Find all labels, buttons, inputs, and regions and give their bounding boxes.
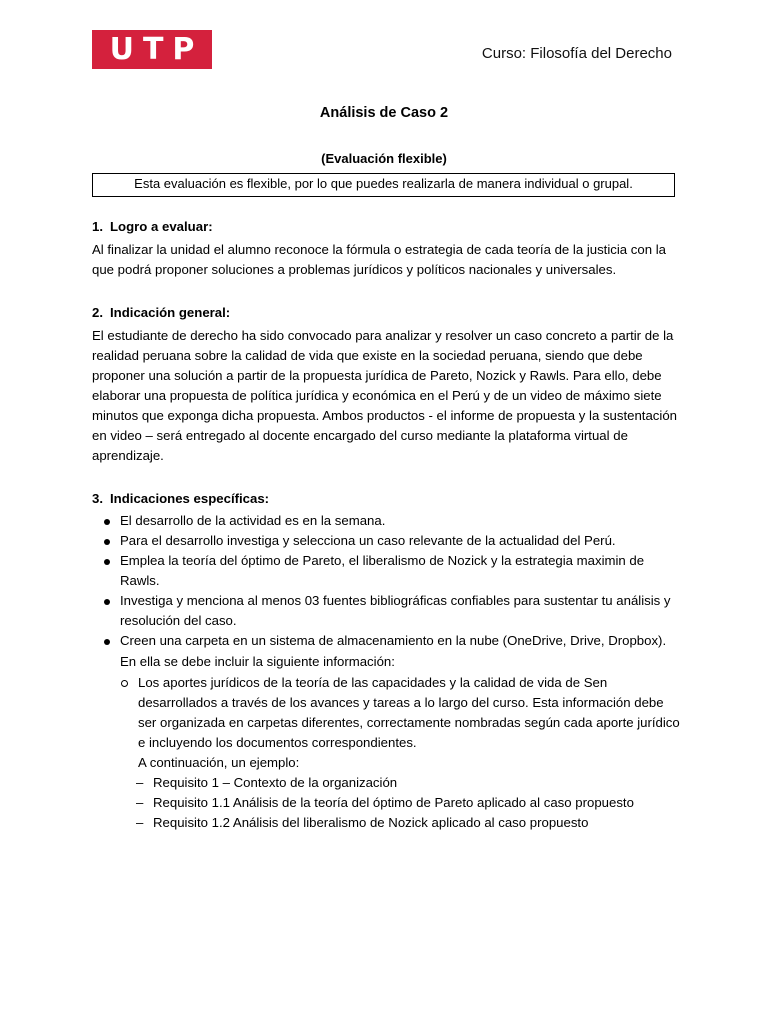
- bullet-icon: [104, 559, 110, 565]
- list-item: [120, 673, 682, 833]
- circle-bullet-icon: [121, 680, 128, 687]
- bullet-icon: [104, 539, 110, 545]
- list-item: [136, 773, 682, 793]
- section-paragraph: El estudiante de derecho ha sido convocado para analizar y resolver un caso concreto a partir de la realidad peruana sobre la calidad de vida que existe en la sociedad peruana, siendo que debe proponer una solución a partir de la propuesta jurídica de Pareto, Nozick y Rawls. Para ello, debe elaborar una propuesta de política jurídica y económica en el Perú y de un video de máximo siete minutos que exponga dicha propuesta. Ambos productos - el informe de propuesta y la sustentación en video – será entregado al docente encargado del curso mediante la plataforma virtual de aprendizaje.: [92, 328, 678, 463]
- dash-bullet: –: [136, 775, 144, 790]
- folder-contents-intro: En ella se debe incluir la siguiente información:: [120, 654, 395, 669]
- list-item-text: Los aportes jurídicos de la teoría de las capacidades y la calidad de vida de Sen desarrollados a través de los avances y tareas a lo largo del curso. Esta información debe ser organizada en carpetas diferentes, correctamente nombradas según cada aporte jurídico e incluyendo los documentos correspondientes.: [138, 675, 680, 750]
- document-body: [92, 217, 682, 833]
- section-paragraph: Al finalizar la unidad el alumno reconoce la fórmula o estrategia de cada teoría de la justicia con la que podrá proponer soluciones a problemas jurídicos y políticos nacionales y universales.: [92, 242, 666, 277]
- folder-contents-list: [92, 673, 682, 833]
- dash-bullet: –: [136, 815, 144, 830]
- section-number: 1.: [92, 219, 103, 234]
- example-intro: A continuación, un ejemplo:: [138, 755, 300, 770]
- utp-logo: [92, 30, 212, 69]
- list-item-text: Requisito 1.2 Análisis del liberalismo de Nozick aplicado al caso propuesto: [153, 815, 589, 830]
- course-name: Curso: Filosofía del Derecho: [481, 45, 672, 62]
- section-heading: [92, 489, 682, 509]
- logo-text: UTP: [109, 32, 204, 67]
- bullet-icon: [104, 599, 110, 605]
- list-item-text: Para el desarrollo investiga y selecciona un caso relevante de la actualidad del Perú.: [120, 533, 616, 548]
- list-item-text: Investiga y menciona al menos 03 fuentes bibliográficas confiables para sustentar tu análisis y resolución del caso.: [120, 593, 671, 628]
- list-item: [92, 591, 682, 631]
- document-subtitle: (Evaluación flexible): [321, 151, 447, 166]
- list-item-text: Requisito 1.1 Análisis de la teoría del óptimo de Pareto aplicado al caso propuesto: [153, 795, 634, 810]
- section-number: 3.: [92, 491, 103, 506]
- section-heading: [92, 217, 682, 237]
- dash-bullet: –: [136, 795, 144, 810]
- list-item: [92, 631, 682, 651]
- section-title: Indicación general:: [110, 305, 231, 320]
- list-item-text: El desarrollo de la actividad es en la semana.: [120, 513, 386, 528]
- bullet-icon: [104, 639, 110, 645]
- section-heading: [92, 303, 682, 323]
- list-item: [136, 813, 682, 833]
- list-item: [92, 511, 682, 531]
- list-item-text: Creen una carpeta en un sistema de almacenamiento en la nube (OneDrive, Drive, Dropbox).: [120, 633, 667, 648]
- section-title: Indicaciones específicas:: [110, 491, 270, 506]
- list-item-text: Emplea la teoría del óptimo de Pareto, el liberalismo de Nozick y la estrategia maximin de Rawls.: [120, 553, 645, 588]
- list-item: [136, 793, 682, 813]
- flexible-notice-box: Esta evaluación es flexible, por lo que puedes realizarla de manera individual o grupal.: [92, 173, 675, 197]
- list-item-text: Requisito 1 – Contexto de la organización: [153, 775, 398, 790]
- section-number: 2.: [92, 305, 103, 320]
- document-title: Análisis de Caso 2: [319, 105, 449, 121]
- section-title: Logro a evaluar:: [110, 219, 213, 234]
- list-item: [92, 531, 682, 551]
- bullet-icon: [104, 519, 110, 525]
- example-requirements-list: [138, 773, 682, 833]
- list-item: [92, 551, 682, 591]
- specific-instructions-list: [92, 511, 682, 651]
